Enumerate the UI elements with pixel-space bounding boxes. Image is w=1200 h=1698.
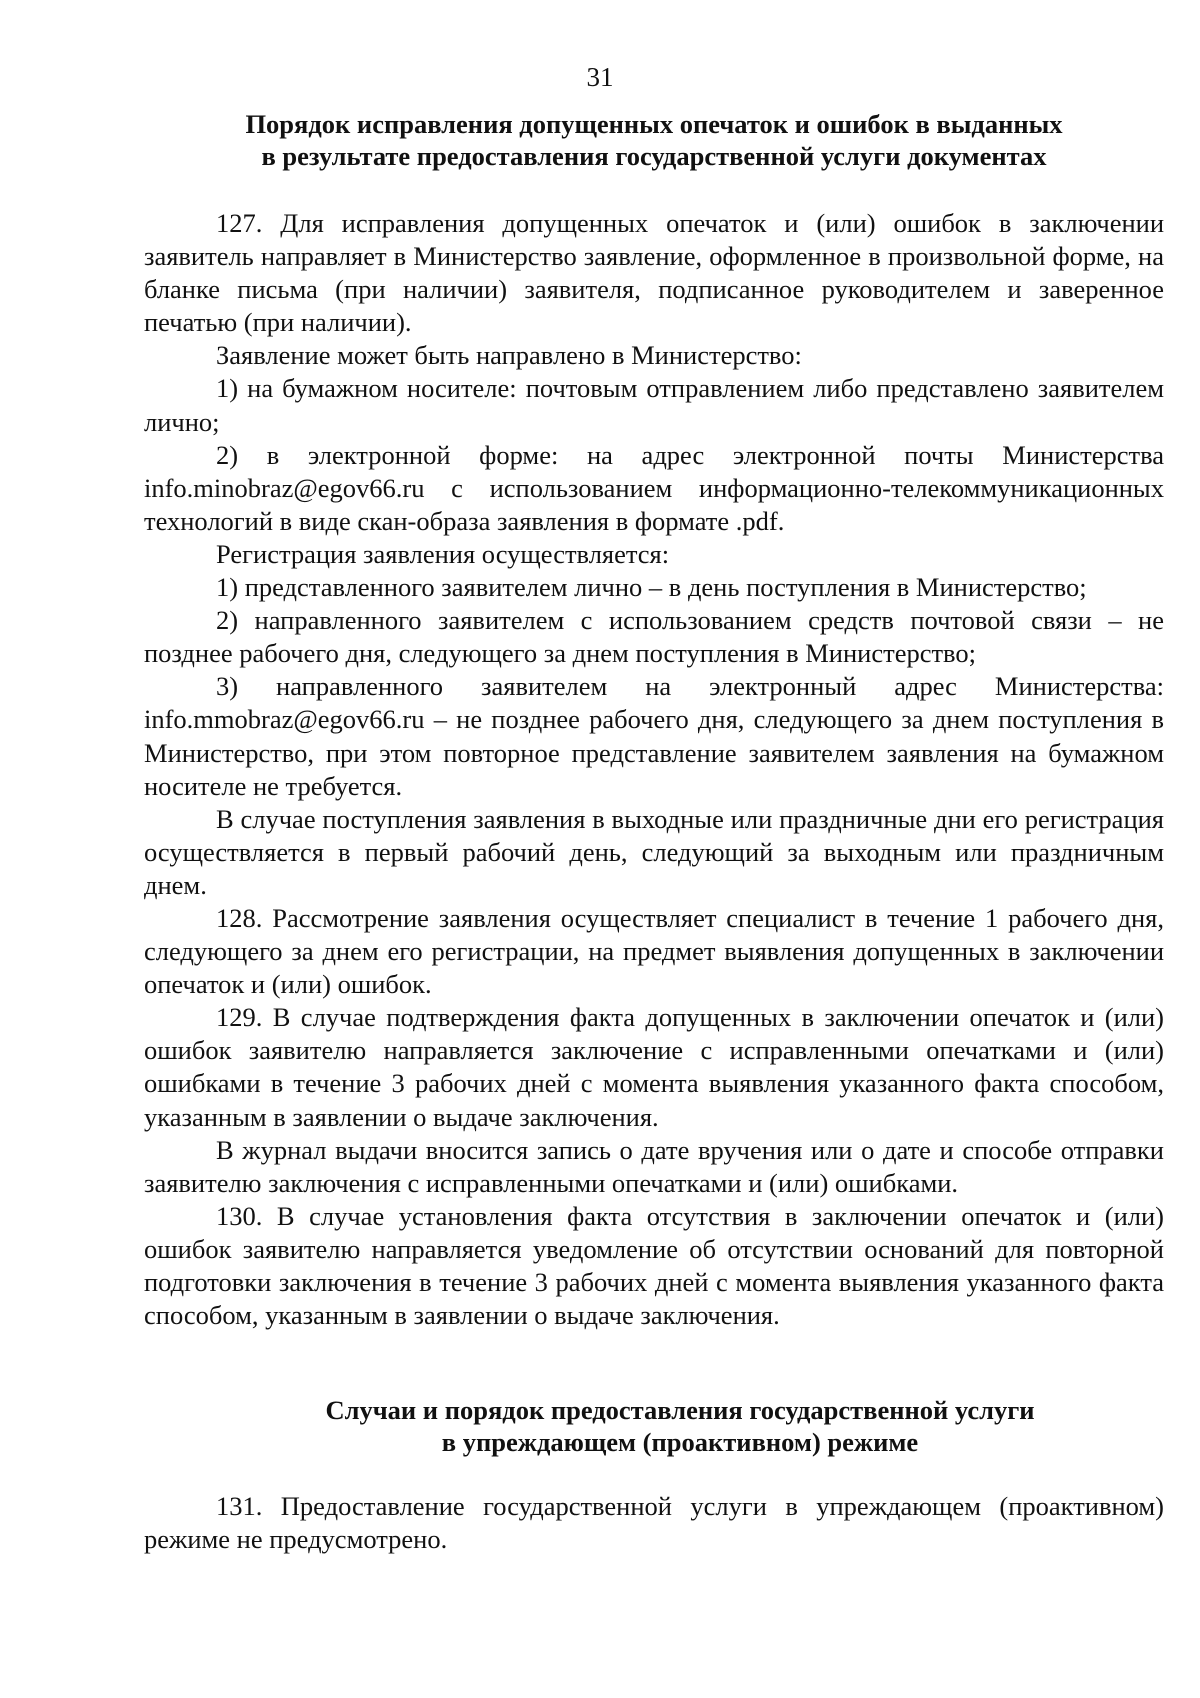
paragraph: В случае поступления заявления в выходные или праздничные дни его регистрация осуществляется в первый рабочий день, следующий за выходным или праздничным днем. [144, 803, 1164, 900]
paragraph: 130. В случае установления факта отсутствия в заключении опечаток и (или) ошибок заявителю направляется уведомление об отсутствии оснований для повторной подготовки заключения в течение 3 рабочих дней с момента выявления указанного факта способом, указанным в заявлении о выдаче заключения. [144, 1200, 1164, 1331]
paragraph: 129. В случае подтверждения факта допущенных в заключении опечаток и (или) ошибок заявителю направляется заключение с исправленными опечатками и (или) ошибками в течение 3 рабочих дней с момента выявления указанного факта способом, указанным в заявлении о выдаче заключения. [144, 1002, 1164, 1132]
section-heading [280, 1394, 1080, 1458]
paragraph: Заявление может быть направлено в Министерство: [216, 340, 802, 371]
section-body [144, 207, 1164, 1332]
paragraph: 1) представленного заявителем лично – в день поступления в Министерство; [216, 572, 1087, 603]
paragraph: 131. Предоставление государственной услуги в упреждающем (проактивном) режиме не предусмотрено. [144, 1491, 1164, 1555]
paragraph: 2) в электронной форме: на адрес электронной почты Министерства info.minobraz@egov66.ru с использованием информационно-телекоммуникационных технологий в виде скан-образа заявления в формате .pdf. [144, 439, 1164, 536]
paragraph: 1) на бумажном носителе: почтовым отправлением либо представлено заявителем лично; [144, 373, 1164, 437]
heading-line: в упреждающем (проактивном) режиме [441, 1427, 919, 1457]
heading-line: Случаи и порядок предоставления государственной услуги [325, 1395, 1035, 1425]
paragraph: 2) направленного заявителем с использованием средств почтовой связи – не позднее рабочего дня, следующего за днем поступления в Министерство; [144, 605, 1164, 669]
paragraph: 127. Для исправления допущенных опечаток и (или) ошибок в заключении заявитель направляет в Министерство заявление, оформленное в произвольной форме, на бланке письма (при наличии) заявителя, подписанное руководителем и заверенное печатью (при наличии). [144, 208, 1164, 338]
paragraph: В журнал выдачи вносится запись о дате вручения или о дате и способе отправки заявителю заключения с исправленными опечатками и (или) ошибками. [144, 1134, 1164, 1198]
heading-line: Порядок исправления допущенных опечаток и ошибок в выданных [245, 109, 1063, 139]
paragraph: 3) направленного заявителем на электронный адрес Министерства: info.mmobraz@egov66.ru – не позднее рабочего дня, следующего за днем поступления в Министерство, при этом повторное представление заявителем заявления на бумажном носителе не требуется. [144, 671, 1164, 801]
paragraph: Регистрация заявления осуществляется: [216, 538, 670, 569]
section-body [144, 1490, 1164, 1556]
heading-line: в результате предоставления государственной услуги документах [261, 141, 1047, 171]
paragraph: 128. Рассмотрение заявления осуществляет специалист в течение 1 рабочего дня, следующего за днем его регистрации, на предмет выявления допущенных в заключении опечаток и (или) ошибок. [144, 902, 1164, 1000]
section-heading [144, 108, 1164, 172]
page-number: 31 [586, 62, 614, 92]
